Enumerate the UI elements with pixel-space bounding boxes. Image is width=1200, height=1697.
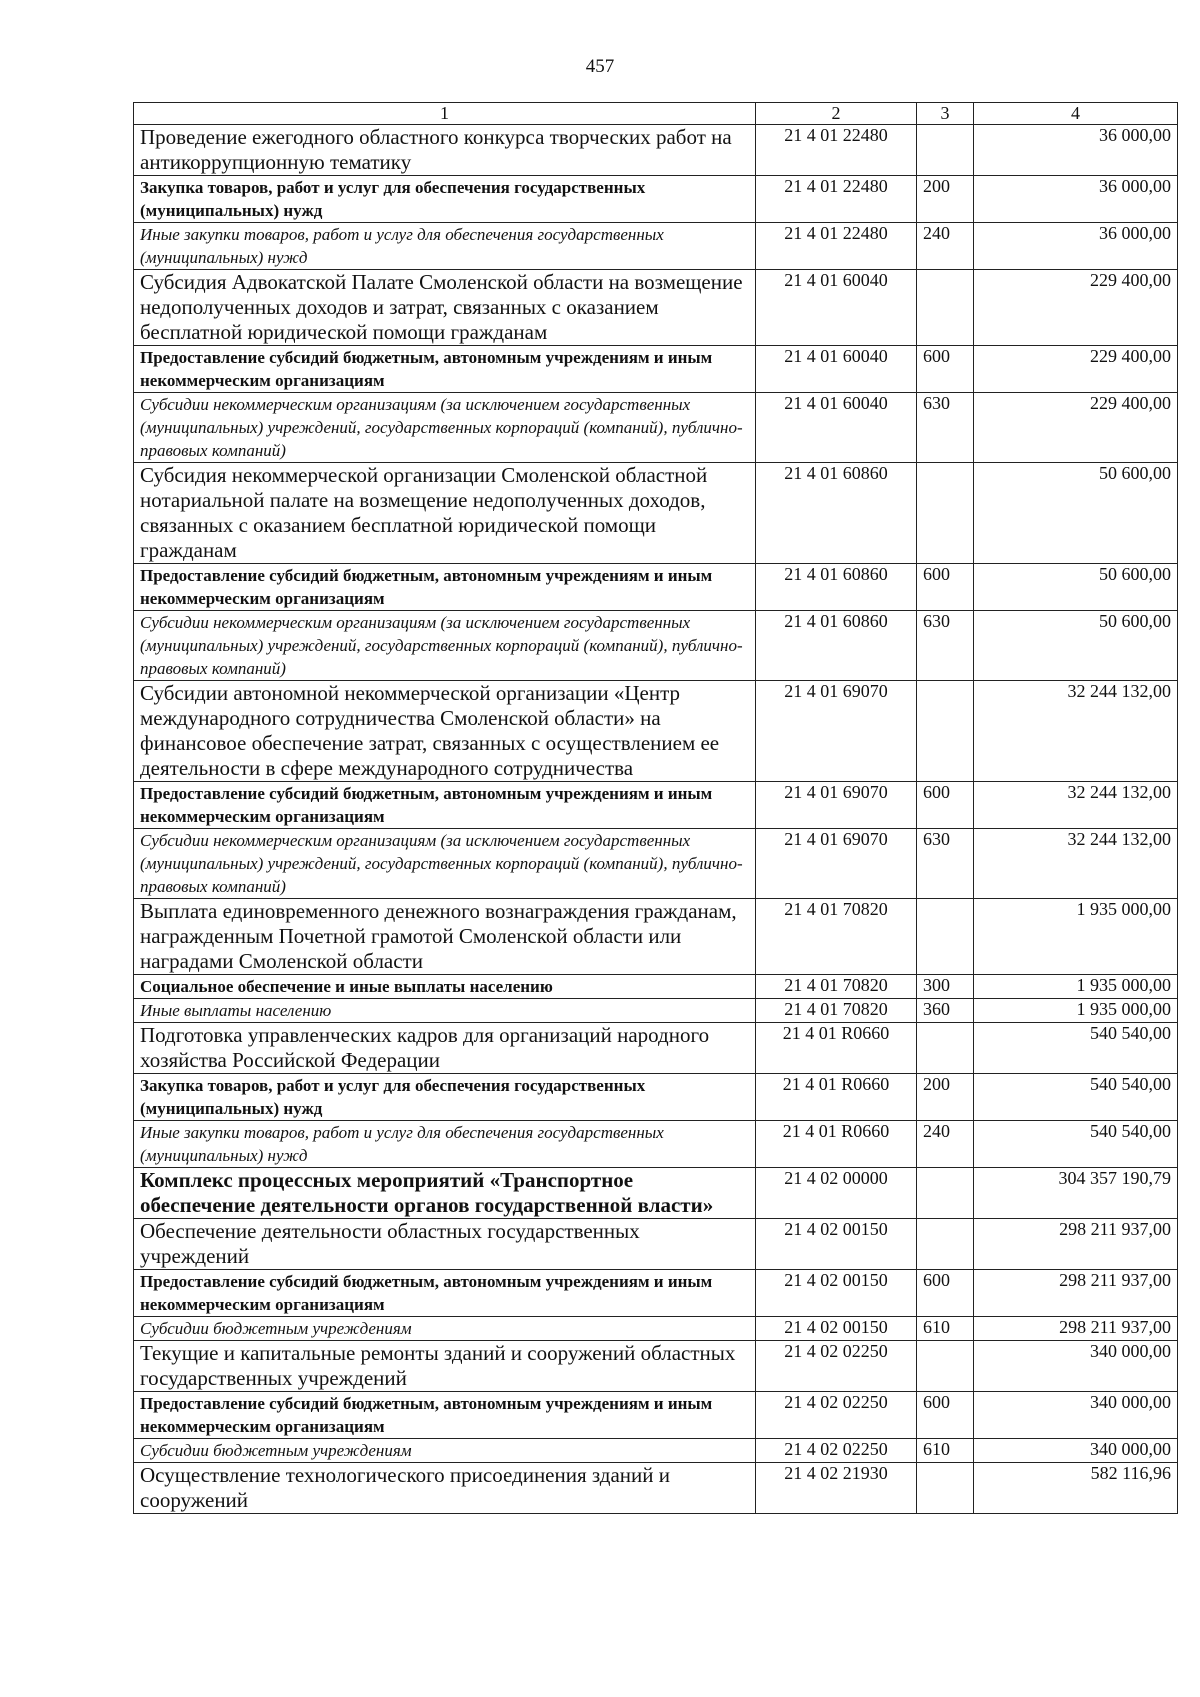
- row-expense-type-cell: 600: [917, 782, 974, 829]
- row-code-cell: 21 4 02 00150: [756, 1270, 917, 1317]
- table-row: [134, 176, 1178, 223]
- table-row: [134, 829, 1178, 899]
- row-name-cell: Закупка товаров, работ и услуг для обеспечения государственных (муниципальных) нужд: [134, 176, 756, 223]
- row-expense-type-cell: [917, 1341, 974, 1392]
- row-code-cell: 21 4 01 22480: [756, 125, 917, 176]
- row-amount-cell: 540 540,00: [974, 1023, 1178, 1074]
- row-code-cell: 21 4 02 00150: [756, 1219, 917, 1270]
- row-expense-type-cell: 610: [917, 1439, 974, 1463]
- table-row: [134, 1341, 1178, 1392]
- table-row: [134, 1270, 1178, 1317]
- row-amount-cell: 32 244 132,00: [974, 782, 1178, 829]
- row-name-cell: Иные закупки товаров, работ и услуг для обеспечения государственных (муниципальных) нужд: [134, 223, 756, 270]
- table-row: [134, 1121, 1178, 1168]
- table-row: [134, 346, 1178, 393]
- row-amount-cell: 32 244 132,00: [974, 829, 1178, 899]
- row-name-cell: Выплата единовременного денежного вознаграждения гражданам, награжденным Почетной грамотой Смоленской области или наградами Смоленской области: [134, 899, 756, 975]
- row-name-cell: Комплекс процессных мероприятий «Транспортное обеспечение деятельности органов государственной власти»: [134, 1168, 756, 1219]
- table-row: [134, 681, 1178, 782]
- row-amount-cell: 36 000,00: [974, 223, 1178, 270]
- row-name-cell: Социальное обеспечение и иные выплаты населению: [134, 975, 756, 999]
- row-code-cell: 21 4 01 R0660: [756, 1074, 917, 1121]
- row-code-cell: 21 4 01 R0660: [756, 1121, 917, 1168]
- row-code-cell: 21 4 01 69070: [756, 681, 917, 782]
- row-name-cell: Субсидии некоммерческим организациям (за исключением государственных (муниципальных) учреждений, государственных корпораций (компаний), публично-правовых компаний): [134, 611, 756, 681]
- row-amount-cell: 298 211 937,00: [974, 1219, 1178, 1270]
- row-name-cell: Текущие и капитальные ремонты зданий и сооружений областных государственных учреждений: [134, 1341, 756, 1392]
- row-amount-cell: 36 000,00: [974, 125, 1178, 176]
- row-code-cell: 21 4 02 02250: [756, 1439, 917, 1463]
- row-code-cell: 21 4 01 60860: [756, 611, 917, 681]
- row-name-cell: Субсидии бюджетным учреждениям: [134, 1439, 756, 1463]
- row-expense-type-cell: 360: [917, 999, 974, 1023]
- row-expense-type-cell: 600: [917, 346, 974, 393]
- row-amount-cell: 50 600,00: [974, 611, 1178, 681]
- row-amount-cell: 1 935 000,00: [974, 975, 1178, 999]
- row-expense-type-cell: 600: [917, 564, 974, 611]
- table-row: [134, 270, 1178, 346]
- row-expense-type-cell: 240: [917, 223, 974, 270]
- row-amount-cell: 340 000,00: [974, 1392, 1178, 1439]
- row-expense-type-cell: 630: [917, 611, 974, 681]
- row-name-cell: Субсидии бюджетным учреждениям: [134, 1317, 756, 1341]
- table-row: [134, 1074, 1178, 1121]
- column-header-3: 3: [917, 103, 974, 125]
- row-expense-type-cell: 200: [917, 176, 974, 223]
- row-code-cell: 21 4 02 00000: [756, 1168, 917, 1219]
- row-amount-cell: 50 600,00: [974, 564, 1178, 611]
- table-row: [134, 1463, 1178, 1514]
- row-expense-type-cell: [917, 681, 974, 782]
- column-header-1: 1: [134, 103, 756, 125]
- column-header-4: 4: [974, 103, 1178, 125]
- row-amount-cell: 229 400,00: [974, 393, 1178, 463]
- page-number: 457: [585, 56, 615, 77]
- table-row: [134, 1392, 1178, 1439]
- row-code-cell: 21 4 01 60860: [756, 463, 917, 564]
- row-code-cell: 21 4 01 60040: [756, 393, 917, 463]
- table-row: [134, 223, 1178, 270]
- row-expense-type-cell: [917, 1219, 974, 1270]
- row-amount-cell: 32 244 132,00: [974, 681, 1178, 782]
- row-name-cell: Иные закупки товаров, работ и услуг для обеспечения государственных (муниципальных) нужд: [134, 1121, 756, 1168]
- row-code-cell: 21 4 01 60040: [756, 270, 917, 346]
- row-name-cell: Проведение ежегодного областного конкурса творческих работ на антикоррупционную тематику: [134, 125, 756, 176]
- row-code-cell: 21 4 01 22480: [756, 223, 917, 270]
- row-name-cell: Предоставление субсидий бюджетным, автономным учреждениям и иным некоммерческим организациям: [134, 782, 756, 829]
- table-row: [134, 125, 1178, 176]
- row-expense-type-cell: 240: [917, 1121, 974, 1168]
- table-row: [134, 1317, 1178, 1341]
- row-amount-cell: 304 357 190,79: [974, 1168, 1178, 1219]
- row-code-cell: 21 4 01 70820: [756, 899, 917, 975]
- row-expense-type-cell: [917, 125, 974, 176]
- row-amount-cell: 36 000,00: [974, 176, 1178, 223]
- row-expense-type-cell: 600: [917, 1270, 974, 1317]
- row-amount-cell: 540 540,00: [974, 1074, 1178, 1121]
- row-amount-cell: 229 400,00: [974, 270, 1178, 346]
- row-name-cell: Предоставление субсидий бюджетным, автономным учреждениям и иным некоммерческим организациям: [134, 564, 756, 611]
- table-row: [134, 1439, 1178, 1463]
- row-expense-type-cell: [917, 1168, 974, 1219]
- row-code-cell: 21 4 02 02250: [756, 1392, 917, 1439]
- column-header-2: 2: [756, 103, 917, 125]
- row-amount-cell: 50 600,00: [974, 463, 1178, 564]
- table-row: [134, 975, 1178, 999]
- row-name-cell: Иные выплаты населению: [134, 999, 756, 1023]
- row-expense-type-cell: 630: [917, 829, 974, 899]
- row-expense-type-cell: [917, 463, 974, 564]
- row-expense-type-cell: [917, 1463, 974, 1514]
- row-code-cell: 21 4 01 60860: [756, 564, 917, 611]
- table-row: [134, 564, 1178, 611]
- row-code-cell: 21 4 02 21930: [756, 1463, 917, 1514]
- row-code-cell: 21 4 01 22480: [756, 176, 917, 223]
- table-row: [134, 999, 1178, 1023]
- row-amount-cell: 582 116,96: [974, 1463, 1178, 1514]
- row-code-cell: 21 4 01 R0660: [756, 1023, 917, 1074]
- row-amount-cell: 340 000,00: [974, 1341, 1178, 1392]
- row-expense-type-cell: [917, 899, 974, 975]
- row-code-cell: 21 4 02 00150: [756, 1317, 917, 1341]
- row-name-cell: Субсидия Адвокатской Палате Смоленской области на возмещение недополученных доходов и затрат, связанных с оказанием бесплатной юридической помощи гражданам: [134, 270, 756, 346]
- row-expense-type-cell: 630: [917, 393, 974, 463]
- row-expense-type-cell: 600: [917, 1392, 974, 1439]
- row-name-cell: Субсидии некоммерческим организациям (за исключением государственных (муниципальных) учреждений, государственных корпораций (компаний), публично-правовых компаний): [134, 393, 756, 463]
- row-amount-cell: 1 935 000,00: [974, 999, 1178, 1023]
- table-row: [134, 1168, 1178, 1219]
- table-row: [134, 899, 1178, 975]
- row-name-cell: Субсидии автономной некоммерческой организации «Центр международного сотрудничества Смоленской области» на финансовое обеспечение затрат, связанных с осуществлением ее деятельности в сфере международного сотрудничества: [134, 681, 756, 782]
- table-header: [134, 103, 1178, 125]
- row-name-cell: Закупка товаров, работ и услуг для обеспечения государственных (муниципальных) нужд: [134, 1074, 756, 1121]
- row-name-cell: Обеспечение деятельности областных государственных учреждений: [134, 1219, 756, 1270]
- row-name-cell: Осуществление технологического присоединения зданий и сооружений: [134, 1463, 756, 1514]
- row-code-cell: 21 4 01 69070: [756, 782, 917, 829]
- row-expense-type-cell: 610: [917, 1317, 974, 1341]
- row-amount-cell: 298 211 937,00: [974, 1317, 1178, 1341]
- row-name-cell: Предоставление субсидий бюджетным, автономным учреждениям и иным некоммерческим организациям: [134, 346, 756, 393]
- row-name-cell: Субсидии некоммерческим организациям (за исключением государственных (муниципальных) учреждений, государственных корпораций (компаний), публично-правовых компаний): [134, 829, 756, 899]
- row-expense-type-cell: 200: [917, 1074, 974, 1121]
- table-row: [134, 1219, 1178, 1270]
- row-amount-cell: 229 400,00: [974, 346, 1178, 393]
- budget-table: [133, 102, 1178, 1514]
- row-name-cell: Предоставление субсидий бюджетным, автономным учреждениям и иным некоммерческим организациям: [134, 1270, 756, 1317]
- row-code-cell: 21 4 01 70820: [756, 999, 917, 1023]
- table-body: [134, 125, 1178, 1514]
- row-amount-cell: 298 211 937,00: [974, 1270, 1178, 1317]
- row-amount-cell: 340 000,00: [974, 1439, 1178, 1463]
- row-code-cell: 21 4 01 69070: [756, 829, 917, 899]
- row-name-cell: Субсидия некоммерческой организации Смоленской областной нотариальной палате на возмещение недополученных доходов, связанных с оказанием бесплатной юридической помощи гражданам: [134, 463, 756, 564]
- row-name-cell: Подготовка управленческих кадров для организаций народного хозяйства Российской Федерации: [134, 1023, 756, 1074]
- row-code-cell: 21 4 02 02250: [756, 1341, 917, 1392]
- row-name-cell: Предоставление субсидий бюджетным, автономным учреждениям и иным некоммерческим организациям: [134, 1392, 756, 1439]
- row-expense-type-cell: [917, 1023, 974, 1074]
- table-row: [134, 463, 1178, 564]
- row-expense-type-cell: 300: [917, 975, 974, 999]
- row-expense-type-cell: [917, 270, 974, 346]
- table-row: [134, 782, 1178, 829]
- table-row: [134, 611, 1178, 681]
- header-row: [134, 103, 1178, 125]
- row-amount-cell: 540 540,00: [974, 1121, 1178, 1168]
- row-code-cell: 21 4 01 70820: [756, 975, 917, 999]
- row-code-cell: 21 4 01 60040: [756, 346, 917, 393]
- row-amount-cell: 1 935 000,00: [974, 899, 1178, 975]
- table-row: [134, 1023, 1178, 1074]
- table-row: [134, 393, 1178, 463]
